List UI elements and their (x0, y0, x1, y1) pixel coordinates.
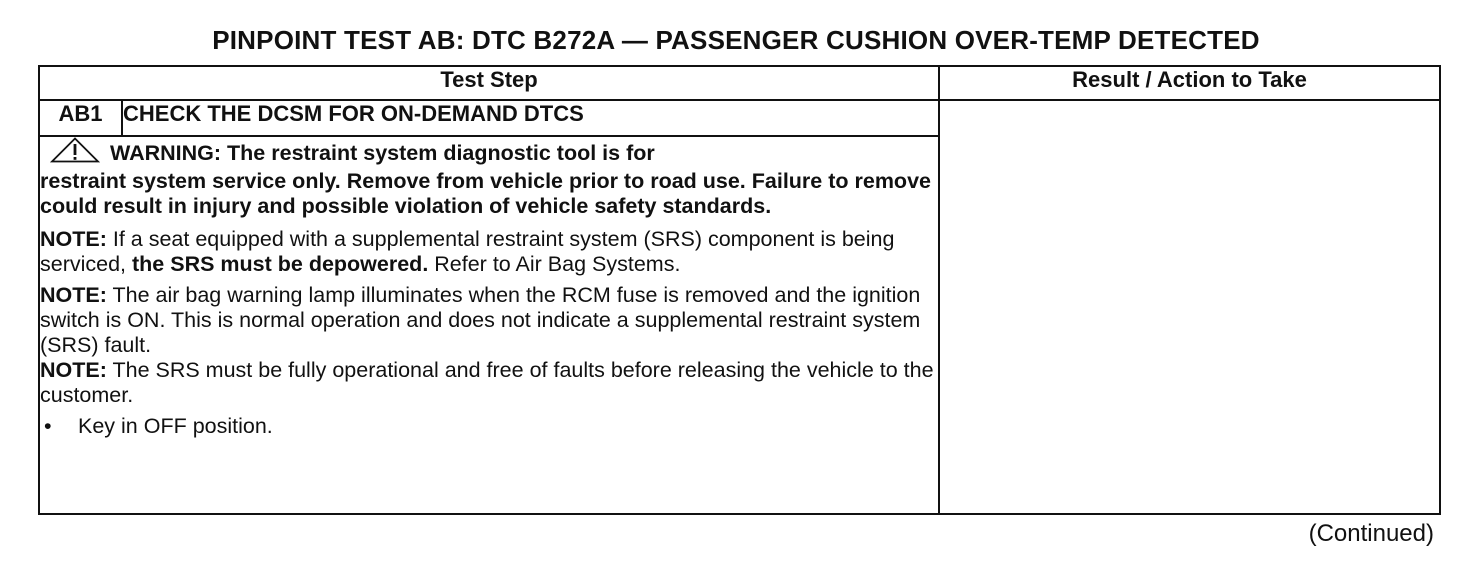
note-label: NOTE: (40, 227, 107, 251)
note-text: The SRS must be fully operational and free of faults before releasing the vehicle to the customer. (40, 358, 934, 407)
note-tail: Refer to Air Bag Systems. (428, 252, 681, 276)
pinpoint-test-table (38, 65, 1441, 515)
note-label: NOTE: (40, 358, 107, 382)
step-id: AB1 (39, 100, 122, 136)
note-label: NOTE: (40, 283, 107, 307)
note-text: If a seat equipped with a supplemental restraint system (SRS) component is being serviced, (40, 227, 895, 276)
note-depower (40, 227, 938, 277)
continued-label: (Continued) (1308, 520, 1434, 547)
note-bold-text: the SRS must be depowered. (132, 252, 429, 276)
header-test-step: Test Step (39, 66, 939, 100)
step-title: CHECK THE DCSM FOR ON-DEMAND DTCS (122, 100, 939, 136)
note-text: The air bag warning lamp illuminates when the RCM fuse is removed and the ignition switch is ON. This is normal operation and does not indicate a supplemental restraint system (SRS) fault. (40, 283, 921, 357)
step-row (39, 100, 1440, 136)
warning-block (40, 137, 938, 219)
step-body (39, 136, 939, 514)
warning-lead: WARNING: The restraint system diagnostic tool is for (110, 141, 655, 165)
header-result-action: Result / Action to Take (939, 66, 1440, 100)
bullet-dot: • (44, 414, 52, 438)
result-action-cell (939, 100, 1440, 514)
table-header-row (39, 66, 1440, 100)
page-title: PINPOINT TEST AB: DTC B272A — PASSENGER CUSHION OVER-TEMP DETECTED (212, 25, 1260, 55)
bullet-text: Key in OFF position. (78, 414, 273, 438)
warning-triangle-icon (50, 137, 100, 169)
note-srs-operational (40, 358, 938, 408)
note-warning-lamp (40, 283, 938, 358)
list-item (40, 414, 938, 439)
warning-text: restraint system service only. Remove from vehicle prior to road use. Failure to remove could result in injury and possible violation of vehicle safety standards. (40, 169, 931, 218)
